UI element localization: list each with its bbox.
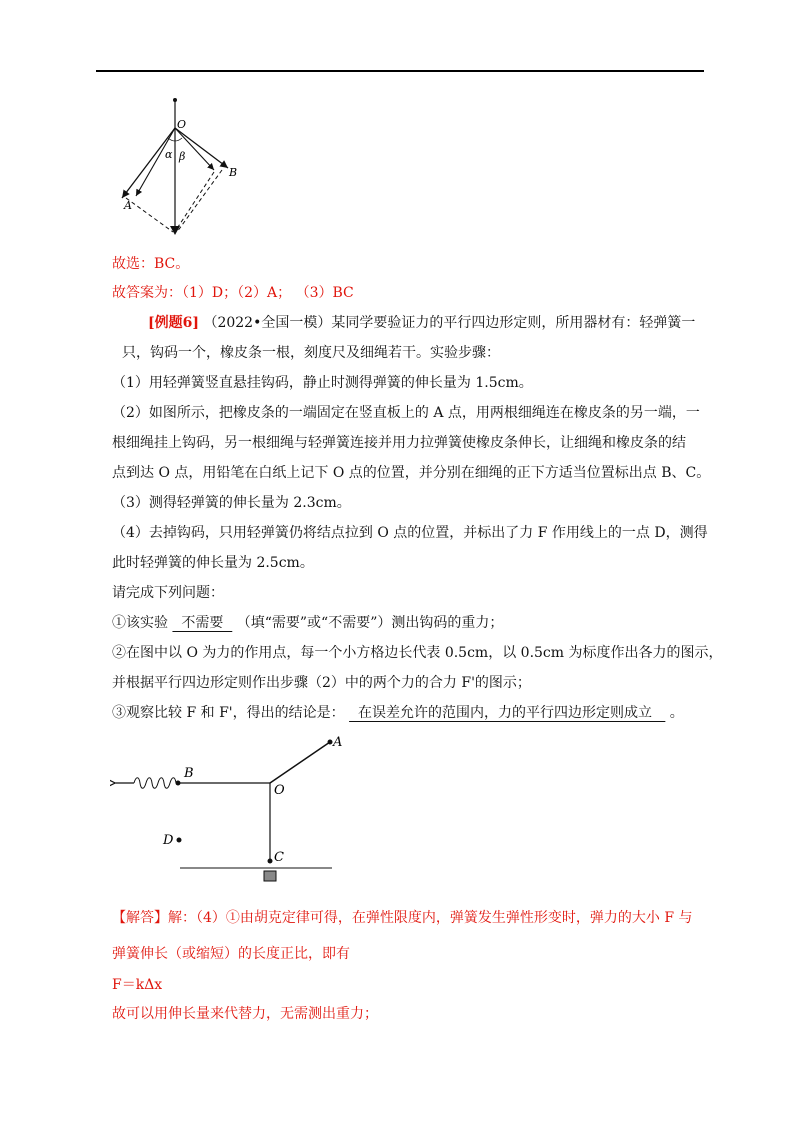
question-2-line-1: ②在图中以 O 为力的作用点，每一个小方格边长代表 0.5cm，以 0.5cm 为标度作出各力的图示， xyxy=(112,645,723,661)
label-a: A xyxy=(124,199,132,212)
example-intro-2: 只，钩码一个，橡皮条一根，刻度尺及细绳若干。实验步骤： xyxy=(122,345,500,361)
step-4-line-1: （4）去掉钩码，只用轻弹簧仍将结点拉到 O 点的位置，并标出了力 F 作用线上的一点 D，测得 xyxy=(112,525,708,541)
step-3: （3）测得轻弹簧的伸长量为 2.3cm。 xyxy=(112,495,351,511)
question-1-prefix: ①该实验 xyxy=(112,615,168,631)
solution-line-3: 故可以用伸长量来代替力，无需测出重力； xyxy=(112,1006,378,1022)
step-2-line-1: （2）如图所示，把橡皮条的一端固定在竖直板上的 A 点，用两根细绳连在橡皮条的另一端，一 xyxy=(112,405,700,421)
label-beta: β xyxy=(179,150,186,163)
step-2-line-2: 根细绳挂上钩码，另一根细绳与轻弹簧连接并用力拉弹簧使橡皮条伸长，让细绳和橡皮条的结 xyxy=(112,435,686,451)
question-3 xyxy=(112,703,684,723)
label-alpha: α xyxy=(165,148,173,161)
arrow-oa-2 xyxy=(136,128,175,196)
question-1-suffix: （填“需要”或“不需要”）测出钩码的重力； xyxy=(236,615,504,631)
rubber-oa xyxy=(270,742,330,783)
question-1-answer: 不需要 xyxy=(172,615,233,631)
step-2-line-3: 点到达 O 点，用铅笔在白纸上记下 O 点的位置，并分别在细绳的正下方适当位置标出点 B、C。 xyxy=(112,465,711,481)
step-1: （1）用轻弹簧竖直悬挂钩码，静止时测得弹簧的伸长量为 1.5cm。 xyxy=(112,375,533,391)
question-1 xyxy=(112,613,503,633)
solution-formula: F＝kΔx xyxy=(112,977,163,993)
point-a xyxy=(328,740,333,745)
point-d xyxy=(177,838,182,843)
hook-weight xyxy=(264,871,276,881)
label-b: B xyxy=(184,766,194,781)
question-2-line-2: 并根据平行四边形定则作出步骤（2）中的两个力的合力 F'的图示； xyxy=(112,675,531,691)
label-c: C xyxy=(274,850,284,865)
example-intro-text: （2022•全国一模）某同学要验证力的平行四边形定则，所用器材有：轻弹簧一 xyxy=(203,315,696,331)
question-3-answer: 在误差允许的范围内，力的平行四边形定则成立 xyxy=(349,705,666,721)
dash-b2 xyxy=(176,172,214,230)
label-d: D xyxy=(163,833,174,848)
dash-b xyxy=(177,170,222,232)
label-o: O xyxy=(177,118,187,131)
experiment-setup-figure xyxy=(110,728,350,888)
arrow-down xyxy=(170,226,180,235)
header-rule xyxy=(96,70,704,72)
arrow-ob-2 xyxy=(175,128,214,170)
question-3-suffix: 。 xyxy=(669,705,684,721)
example-intro-1 xyxy=(148,313,695,333)
dash-a xyxy=(126,198,173,232)
label-b: B xyxy=(229,166,238,179)
spring-coil xyxy=(134,778,176,789)
solution-line-1: 【解答】解：（4）①由胡克定律可得，在弹性限度内，弹簧发生弹性形变时，弹力的大小 F 与 xyxy=(112,910,693,926)
answer-choice: 故选：BC。 xyxy=(112,256,190,272)
step-4-line-2: 此时轻弹簧的伸长量为 2.5cm。 xyxy=(112,555,314,571)
solution-line-2: 弹簧伸长（或缩短）的长度正比，即有 xyxy=(112,946,350,962)
example-tag: [例题6] xyxy=(148,315,199,331)
label-o: O xyxy=(274,783,285,798)
question-3-prefix: ③观察比较 F 和 F'，得出的结论是： xyxy=(112,705,345,721)
label-a: A xyxy=(333,735,343,750)
answer-summary: 故答案为：（1）D；（2）A； （3）BC xyxy=(112,285,354,301)
arrow-oa xyxy=(122,128,175,198)
prompt: 请完成下列问题： xyxy=(112,585,224,601)
force-parallelogram-figure xyxy=(110,92,250,242)
point-c xyxy=(268,859,273,864)
